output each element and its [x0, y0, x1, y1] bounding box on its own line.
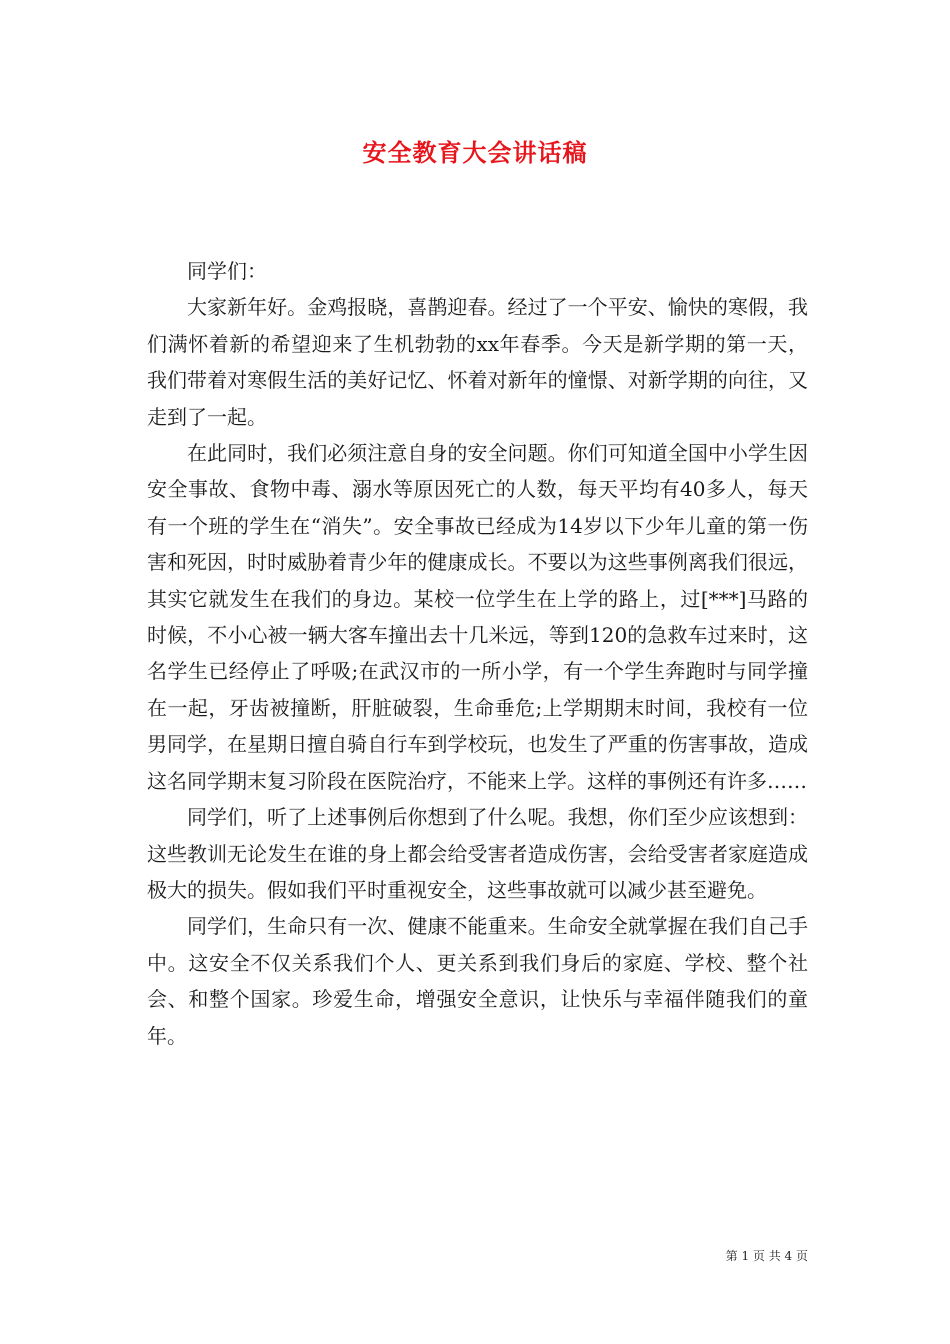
salutation-paragraph: 同学们：	[187, 259, 267, 283]
body-paragraph: 在此同时，我们必须注意自身的安全问题。你们可知道全国中小学生因安全事故、食物中毒、溺水等原因死亡的人数，每天平均有40多人，每天有一个班的学生在“消失”。安全事故已经成为14岁以下少年儿童的第一伤害和死因，时时威胁着青少年的健康成长。不要以为这些事例离我们很远，其实它就发生在我们的身边。某校一位学生在上学的路上，过[***]马路的时候，不小心被一辆大客车撞出去十几米远，等到120的急救车过来时，这名学生已经停止了呼吸;在武汉市的一所小学，有一个学生奔跑时与同学撞在一起，牙齿被撞断，肝脏破裂，生命垂危;上学期期末时间，我校有一位男同学，在星期日擅自骑自行车到学校玩，也发生了严重的伤害事故，造成这名同学期末复习阶段在医院治疗，不能来上学。这样的事例还有许多……	[147, 441, 808, 793]
document-title: 安全教育大会讲话稿	[362, 138, 588, 167]
document-body	[147, 253, 808, 1054]
page-number-footer: 第 1 页 共 4 页	[725, 1249, 808, 1263]
body-paragraph: 大家新年好。金鸡报晓，喜鹊迎春。经过了一个平安、愉快的寒假，我们满怀着新的希望迎来了生机勃勃的xx年春季。今天是新学期的第一天，我们带着对寒假生活的美好记忆、怀着对新年的憧憬、对新学期的向往，又走到了一起。	[147, 295, 808, 429]
body-paragraph: 同学们，生命只有一次、健康不能重来。生命安全就掌握在我们自己手中。这安全不仅关系我们个人、更关系到我们身后的家庭、学校、整个社会、和整个国家。珍爱生命，增强安全意识，让快乐与幸福伴随我们的童年。	[147, 914, 808, 1048]
body-paragraph: 同学们，听了上述事例后你想到了什么呢。我想，你们至少应该想到：这些教训无论发生在谁的身上都会给受害者造成伤害，会给受害者家庭造成极大的损失。假如我们平时重视安全，这些事故就可以减少甚至避免。	[147, 805, 808, 902]
